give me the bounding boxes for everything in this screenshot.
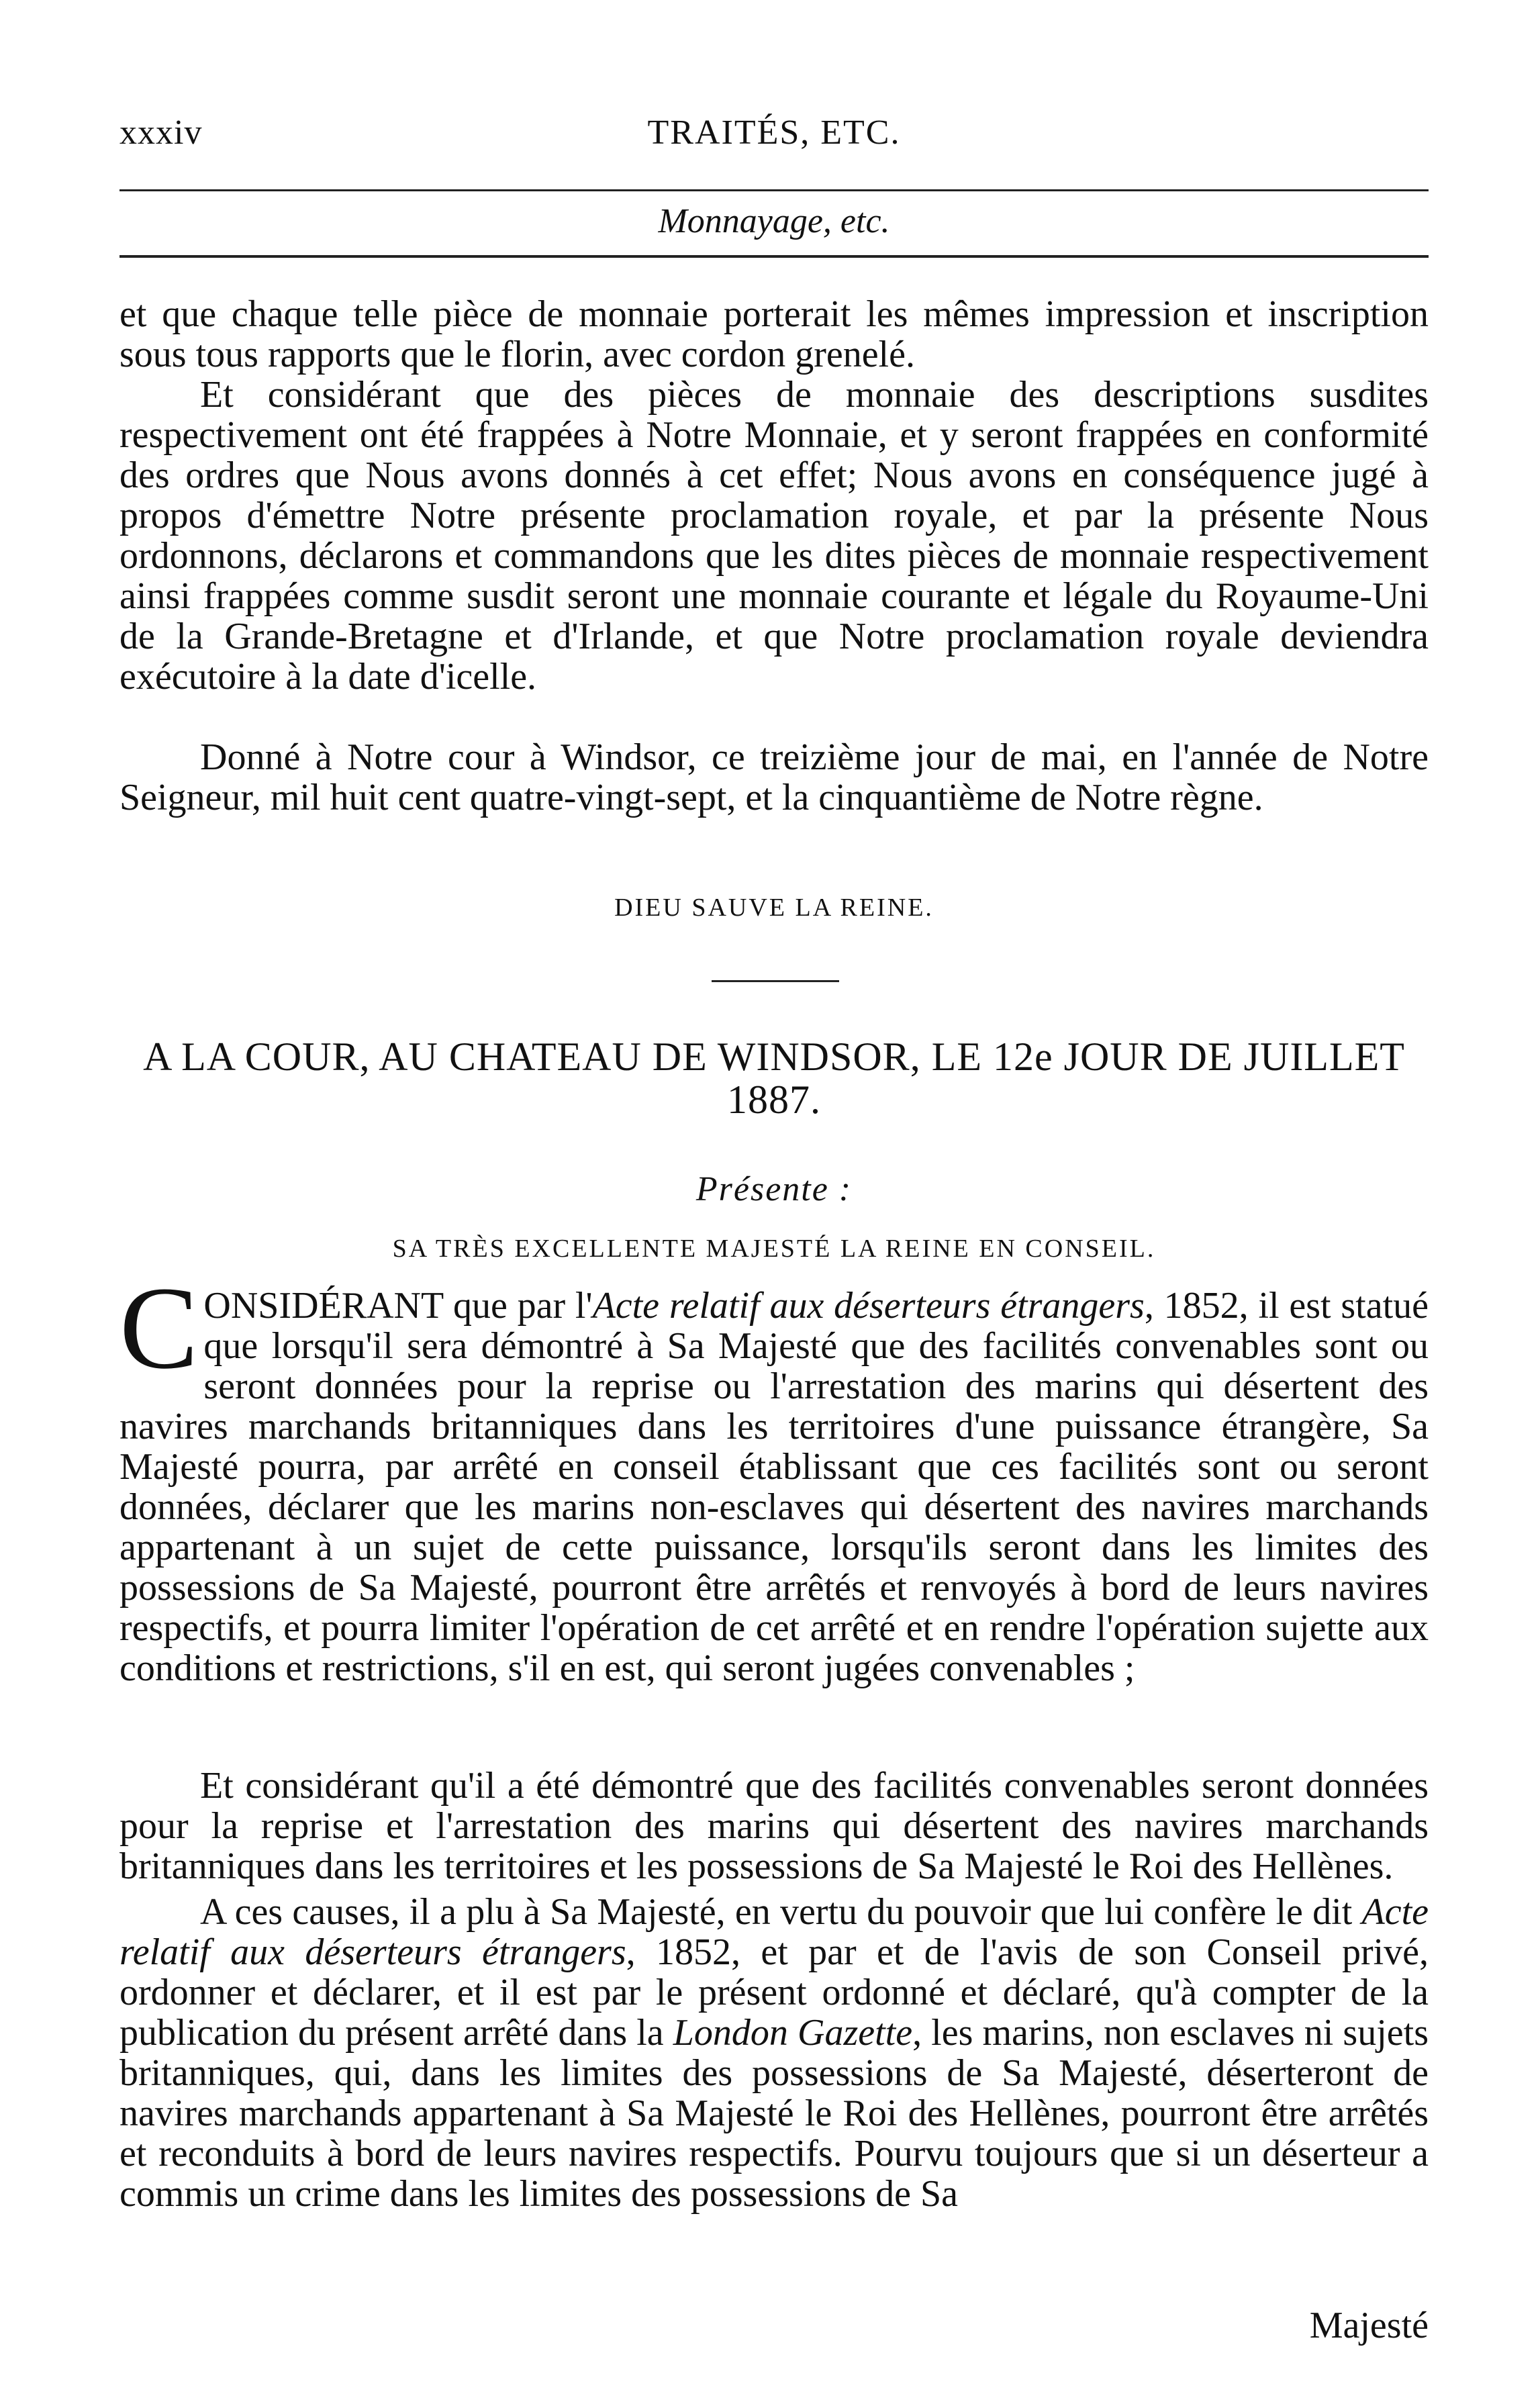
section-divider bbox=[712, 980, 839, 982]
order-paragraph-2 bbox=[119, 1766, 1429, 1886]
text-run: que par l' bbox=[443, 1285, 593, 1327]
paragraph-text bbox=[119, 1892, 1429, 2214]
paragraph-text: Et considérant qu'il a été démontré que des facilités convenables seront données pour la reprise et l'arrestation des marins qui désertent des navires marchands britanniques dans les territoires et les possessions de Sa Majesté le Roi des Hellènes. bbox=[119, 1765, 1429, 1887]
paragraph-text: Et considérant que des pièces de monnaie des descriptions susdites respectivement ont été frappées à Notre Monnaie, et y seront frappées en conformité des ordres que Nous avons donnés à cet effet; Nous avons en conséquence jugé à propos d'émettre Notre présente proclamation royale, et par la présente Nous ordonnons, déclarons et commandons que les dites pièces de monnaie respectivement ainsi frappées comme susdit seront une monnaie courante et légale du Royaume-Uni de la Grande-Bretagne et d'Irlande, et que Notre proclamation royale deviendra exécutoire à la date d'icelle. bbox=[119, 374, 1429, 698]
text-run: , 1852, il est statué que lorsqu'il sera démontré à Sa Majesté que des facilités convenables sont ou seront données pour la reprise ou l'arrestation des marins qui désertent des navires marchands britanniques dans les territoires d'une puissance étrangère, Sa Majesté pourra, par arrêté en conseil établissant que ces facilités sont ou seront données, déclarer que les marins non-esclaves qui désertent des navires marchands appartenant à un sujet de cette puissance, lorsqu'ils seront dans les limites des possessions de Sa Majesté, pourront être arrêtés et renvoyés à bord de leurs navires respectifs, et pourra limiter l'opération de cet arrêté et en rendre l'opération sujette aux conditions et restrictions, s'il en est, qui seront jugées convenables ; bbox=[119, 1285, 1429, 1689]
present-label: Présente : bbox=[695, 1170, 853, 1208]
paragraph-text: et que chaque telle pièce de monnaie porterait les mêmes impression et inscription sous tous rapports que le florin, avec cordon grenelé. bbox=[119, 293, 1429, 375]
order-paragraph-1 bbox=[119, 1263, 1429, 1689]
act-title: Acte relatif aux déserteurs étrangers bbox=[119, 1891, 1429, 1973]
proclamation-paragraph-2 bbox=[119, 375, 1429, 697]
header-rule-bottom bbox=[119, 255, 1429, 258]
proclamation-paragraph-1 bbox=[119, 294, 1429, 375]
lead-word: ONSIDÉRANT bbox=[203, 1285, 444, 1327]
paragraph-text bbox=[119, 1263, 1429, 1689]
present-body: SA TRÈS EXCELLENTE MAJESTÉ LA REINE EN CONSEIL. bbox=[392, 1235, 1156, 1263]
running-title: TRAITÉS, ETC. bbox=[647, 113, 901, 152]
page-number: xxxiv bbox=[119, 113, 203, 152]
order-heading: A LA COUR, AU CHATEAU DE WINDSOR, LE 12e JOUR DE JUILLET 1887. bbox=[143, 1035, 1405, 1122]
text-run: , 1852, et par et de l'avis de son Conseil privé, ordonner et déclarer, et il est par le présent ordonné et déclaré, qu'à compter de la publication du présent arrêté dans la bbox=[119, 1931, 1429, 2054]
header-rule-top bbox=[119, 189, 1429, 191]
catchword: Majesté bbox=[1309, 2305, 1429, 2346]
page-header bbox=[119, 113, 1429, 153]
drop-cap: C bbox=[119, 1263, 199, 1394]
text-run: A ces causes, il a plu à Sa Majesté, en vertu du pouvoir que lui confère le dit bbox=[200, 1891, 1362, 1933]
paragraph-text: Donné à Notre cour à Windsor, ce treizième jour de mai, en l'année de Notre Seigneur, mil huit cent quatre-vingt-sept, et la cinquantième de Notre règne. bbox=[119, 736, 1429, 818]
act-title: Acte relatif aux déserteurs étrangers bbox=[592, 1285, 1145, 1327]
section-heading: Monnayage, etc. bbox=[658, 202, 890, 240]
text-run: , les marins, non esclaves ni sujets britanniques, qui, dans les limites des possessions de Sa Majesté, déserteront de navires marchands appartenant à Sa Majesté le Roi des Hellènes, pourront être arrêtés et reconduits à bord de leurs navires respectifs. Pourvu toujours que si un déserteur a commis un crime dans les limites des possessions de Sa bbox=[119, 2012, 1429, 2215]
gazette-title: London Gazette bbox=[673, 2012, 913, 2054]
order-paragraph-3 bbox=[119, 1892, 1429, 2214]
proclamation-paragraph-3 bbox=[119, 737, 1429, 818]
closing-formula: DIEU SAUVE LA REINE. bbox=[614, 894, 934, 922]
